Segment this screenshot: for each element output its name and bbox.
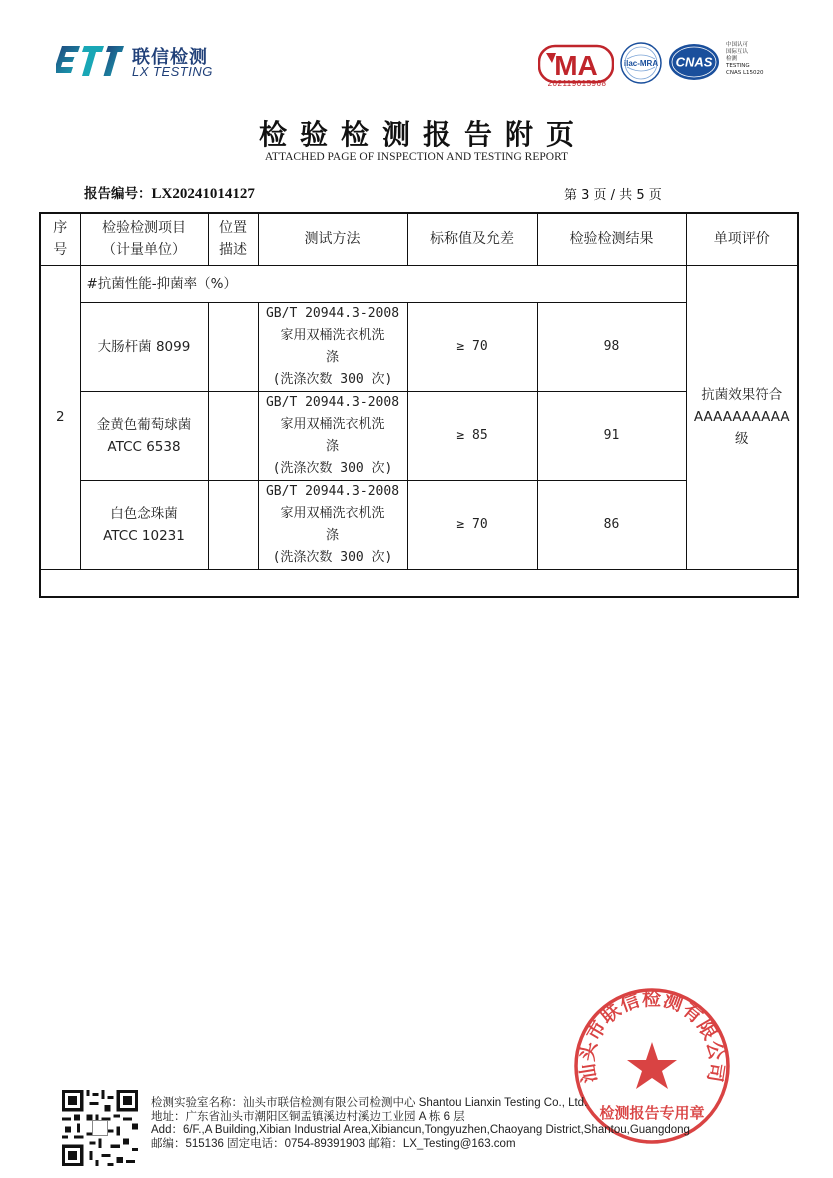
empty-cell xyxy=(40,569,798,597)
result-cell: 86 xyxy=(537,480,686,569)
report-subtitle: ATTACHED PAGE OF INSPECTION AND TESTING REPORT xyxy=(264,151,569,163)
evaluation-cell: 抗菌效果符合 AAAAAAAAAA 级 xyxy=(686,265,798,569)
cnas-line: CNAS L15020 xyxy=(726,70,764,76)
ilac-mra-icon xyxy=(619,41,663,85)
logo-english-name: LX TESTING xyxy=(132,64,213,79)
header-nominal: 标称值及允差 xyxy=(407,213,537,265)
header-result: 检验检测结果 xyxy=(537,213,686,265)
result-cell: 98 xyxy=(537,302,686,391)
cnas-line: TESTING xyxy=(726,63,750,69)
cnas-line: 中国认可 xyxy=(726,42,749,48)
header-position: 位置 描述 xyxy=(208,213,258,265)
svg-text:ilac-MRA: ilac-MRA xyxy=(623,59,659,68)
footer-address-cn: 地址：广东省汕头市潮阳区铜盂镇溪边村溪边工业园 A 栋 6 层 xyxy=(151,1110,465,1123)
lab-info-footer xyxy=(151,1097,690,1151)
item-cell: 金黄色葡萄球菌 ATCC 6538 xyxy=(80,391,208,480)
cnas-line: 国际互认 xyxy=(726,49,749,55)
svg-text:检测报告专用章: 检测报告专用章 xyxy=(599,1104,705,1122)
item-cell: 白色念珠菌 ATCC 10231 xyxy=(80,480,208,569)
header-evaluation: 单项评价 xyxy=(686,213,798,265)
result-cell: 91 xyxy=(537,391,686,480)
empty-row xyxy=(40,569,798,597)
position-cell xyxy=(208,302,258,391)
cma-number: 202119015968 xyxy=(547,79,607,88)
table-header-row xyxy=(40,213,798,265)
report-number-label: 报告编号： xyxy=(84,186,152,202)
logo-chinese-name: 联信检测 xyxy=(132,47,208,68)
lx-logo-icon xyxy=(56,42,128,76)
method-cell: GB/T 20944.3-2008 家用双桶洗衣机洗 涤 (洗涤次数 300 次) xyxy=(258,391,407,480)
svg-text:MA: MA xyxy=(554,50,598,81)
item-cell: 大肠杆菌 8099 xyxy=(80,302,208,391)
table-row xyxy=(40,302,798,391)
footer-lab-name: 检测实验室名称：汕头市联信检测有限公司检测中心 Shantou Lianxin Testing Co., Ltd. xyxy=(151,1097,588,1109)
header-method: 测试方法 xyxy=(258,213,407,265)
qr-code-icon xyxy=(62,1090,138,1166)
table-row xyxy=(40,391,798,480)
method-cell: GB/T 20944.3-2008 家用双桶洗衣机洗 涤 (洗涤次数 300 次) xyxy=(258,302,407,391)
method-cell: GB/T 20944.3-2008 家用双桶洗衣机洗 涤 (洗涤次数 300 次) xyxy=(258,480,407,569)
page-indicator: 第 3 页 / 共 5 页 xyxy=(564,188,662,203)
svg-text:CNAS: CNAS xyxy=(675,54,713,70)
report-number-value: LX20241014127 xyxy=(151,186,255,202)
cnas-icon xyxy=(668,42,720,82)
category-row xyxy=(40,265,798,302)
nominal-cell: ≥ 70 xyxy=(407,302,537,391)
nominal-cell: ≥ 70 xyxy=(407,480,537,569)
table-row xyxy=(40,480,798,569)
report-number xyxy=(84,182,255,203)
header-item: 检验检测项目 （计量单位） xyxy=(80,213,208,265)
results-table xyxy=(39,212,799,598)
position-cell xyxy=(208,480,258,569)
header-seq: 序 号 xyxy=(40,213,80,265)
cnas-caption xyxy=(726,42,764,77)
category-cell: #抗菌性能-抑菌率（%） xyxy=(80,265,686,302)
nominal-cell: ≥ 85 xyxy=(407,391,537,480)
position-cell xyxy=(208,391,258,480)
footer-address-en: Add：6/F.,A Building,Xibian Industrial Area,Xibiancun,Tongyuzhen,Chaoyang District,Shantou,Guangdong xyxy=(151,1124,690,1136)
report-title: 检验检测报告附页 xyxy=(258,118,587,151)
cnas-line: 检测 xyxy=(726,56,738,62)
svg-text:汕头市联信检测有限公司: 汕头市联信检测有限公司 xyxy=(576,987,728,1085)
footer-contact: 邮编：515136 固定电话：0754-89391903 邮箱：LX_Testing@163.com xyxy=(151,1137,516,1150)
seq-cell: 2 xyxy=(40,265,80,569)
